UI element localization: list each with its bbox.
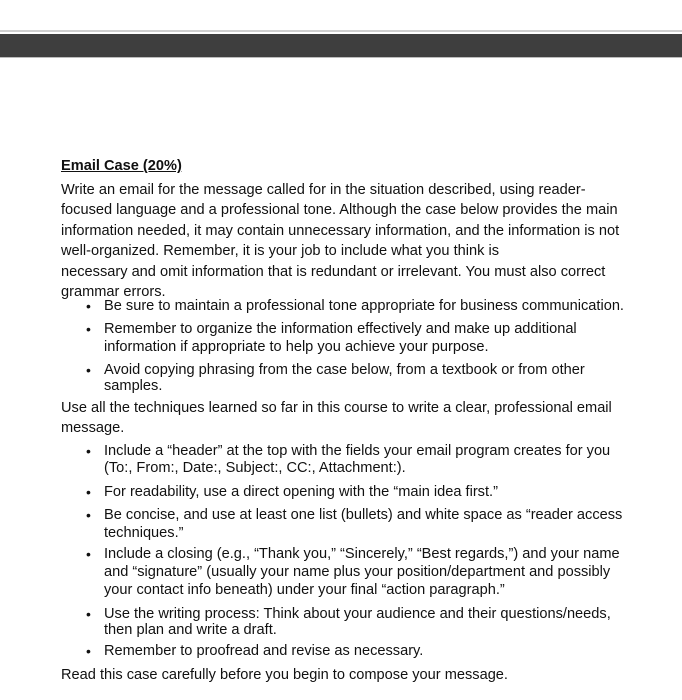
bullet-icon: • xyxy=(86,298,91,314)
paragraph-line: message. xyxy=(61,420,125,436)
section-heading: Email Case (20%) xyxy=(61,158,182,174)
intro-line: Write an email for the message called for in the situation described, using reader- xyxy=(61,182,586,198)
bullet-line: Be sure to maintain a professional tone appropriate for business communication. xyxy=(104,298,624,314)
bullet-icon: • xyxy=(86,484,91,500)
bullet-line: then plan and write a draft. xyxy=(104,622,277,638)
closing-line: Read this case carefully before you begin to compose your message. xyxy=(61,667,508,683)
intro-line: necessary and omit information that is redundant or irrelevant. You must also correct xyxy=(61,264,606,280)
bullet-line: Include a closing (e.g., “Thank you,” “Sincerely,” “Best regards,”) and your name xyxy=(104,546,620,562)
bullet-icon: • xyxy=(86,546,91,562)
bullet-line: Be concise, and use at least one list (bullets) and white space as “reader access xyxy=(104,507,623,523)
bullet-icon: • xyxy=(86,321,91,337)
bullet-line: Include a “header” at the top with the fields your email program creates for you xyxy=(104,443,611,459)
bullet-line: and “signature” (usually your name plus your position/department and possibly xyxy=(104,564,611,580)
divider-line xyxy=(0,30,682,32)
bullet-line: (To:, From:, Date:, Subject:, CC:, Attachment:). xyxy=(104,460,406,476)
bullet-icon: • xyxy=(86,362,91,378)
bullet-line: Remember to organize the information effectively and make up additional xyxy=(104,321,577,337)
intro-line: grammar errors. xyxy=(61,284,166,300)
bullet-line: Avoid copying phrasing from the case below, from a textbook or from other xyxy=(104,362,585,378)
intro-line: well-organized. Remember, it is your job to include what you think is xyxy=(61,243,500,259)
bullet-line: For readability, use a direct opening with the “main idea first.” xyxy=(104,484,498,500)
bullet-line: techniques.” xyxy=(104,525,184,541)
bullet-line: information if appropriate to help you achieve your purpose. xyxy=(104,339,489,355)
intro-line: information needed, it may contain unnecessary information, and the information is not xyxy=(61,223,620,239)
bullet-line: Use the writing process: Think about your audience and their questions/needs, xyxy=(104,606,611,622)
toolbar-bar xyxy=(0,34,682,58)
bullet-line: samples. xyxy=(104,378,163,394)
intro-line: focused language and a professional tone. Although the case below provides the main xyxy=(61,202,618,218)
bullet-icon: • xyxy=(86,507,91,523)
paragraph-line: Use all the techniques learned so far in this course to write a clear, professional email xyxy=(61,400,612,416)
bullet-icon: • xyxy=(86,643,91,659)
bullet-line: Remember to proofread and revise as necessary. xyxy=(104,643,424,659)
bullet-line: your contact info beneath) under your final “action paragraph.” xyxy=(104,582,505,598)
bullet-icon: • xyxy=(86,606,91,622)
bullet-icon: • xyxy=(86,443,91,459)
